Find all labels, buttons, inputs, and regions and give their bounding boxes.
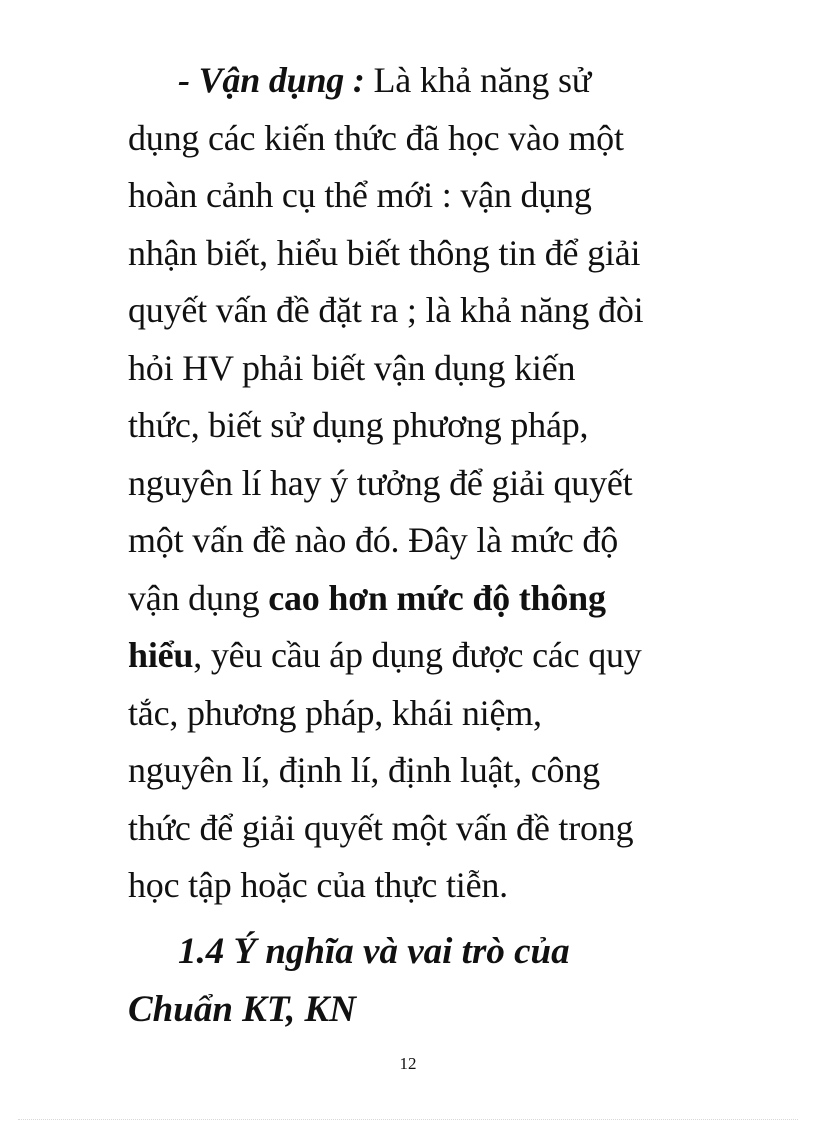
page-bottom-divider bbox=[18, 1119, 798, 1120]
paragraph-line: quyết vấn đề đặt ra ; là khả năng đòi bbox=[128, 290, 644, 330]
paragraph-line: học tập hoặc của thực tiễn. bbox=[128, 865, 508, 905]
paragraph-line: nguyên lí hay ý tưởng để giải quyết bbox=[128, 462, 633, 503]
section-heading: Chuẩn KT, KN bbox=[128, 988, 356, 1030]
lead-term: - Vận dụng : bbox=[178, 60, 365, 100]
paragraph-line bbox=[128, 627, 708, 685]
section-heading: 1.4 Ý nghĩa và vai trò của bbox=[178, 930, 570, 972]
paragraph-line: hoàn cảnh cụ thể mới : vận dụng bbox=[128, 175, 592, 215]
paragraph-line: nguyên lí, định lí, định luật, công bbox=[128, 750, 600, 790]
paragraph-text: , yêu cầu áp dụng được các quy bbox=[193, 635, 642, 675]
paragraph-line bbox=[128, 570, 708, 628]
paragraph-line: tắc, phương pháp, khái niệm, bbox=[128, 692, 542, 733]
page-number: 12 bbox=[399, 1054, 417, 1073]
page-body bbox=[128, 52, 708, 1039]
paragraph-text: Là khả năng sử bbox=[364, 60, 592, 100]
paragraph-line: một vấn đề nào đó. Đây là mức độ bbox=[128, 520, 618, 560]
paragraph-line: dụng các kiến thức đã học vào một bbox=[128, 117, 624, 158]
paragraph-line: hỏi HV phải biết vận dụng kiến bbox=[128, 347, 576, 388]
paragraph-text: vận dụng bbox=[128, 577, 269, 618]
paragraph-line bbox=[128, 52, 708, 110]
paragraph-line: thức để giải quyết một vấn đề trong bbox=[128, 807, 634, 848]
emphasis-text: cao hơn mức độ thông bbox=[268, 577, 606, 618]
paragraph-line: thức, biết sử dụng phương pháp, bbox=[128, 405, 589, 445]
paragraph-line: nhận biết, hiểu biết thông tin để giải bbox=[128, 232, 641, 273]
emphasis-text: hiểu bbox=[128, 635, 194, 675]
